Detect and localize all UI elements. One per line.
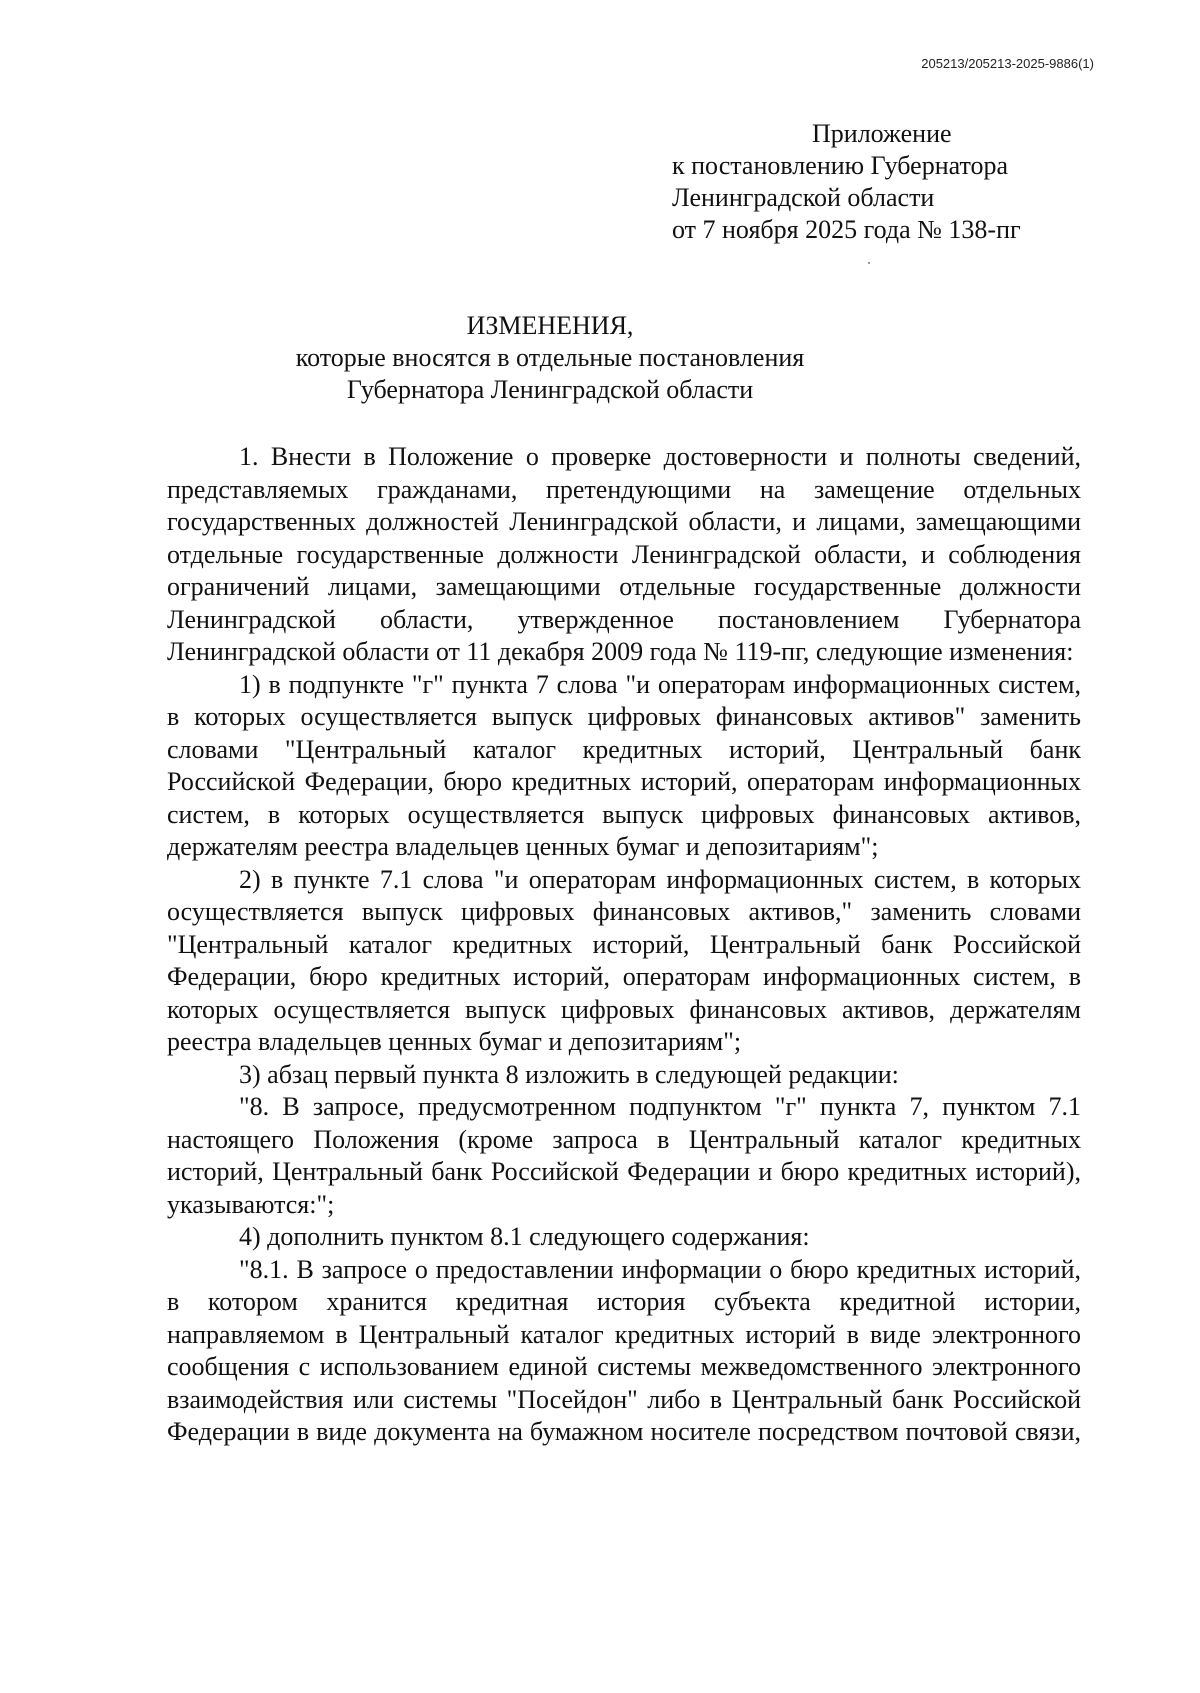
annex-block xyxy=(672,118,1021,246)
document-id: 205213/205213-2025-9886(1) xyxy=(921,56,1094,71)
document-body xyxy=(167,441,1081,1449)
paragraph-quote-8-1: "8.1. В запросе о предоставлении информации о бюро кредитных историй, в котором хранится кредитная история субъекта кредитной истории, направляемом в Центральный каталог кредитных историй в виде электронного сообщения с использованием единой системы межведомственного электронного взаимодействия или системы "Посейдон" либо в Центральный банк Российской Федерации в виде документа на бумажном носителе посредством почтовой связи, xyxy=(167,1254,1081,1446)
title-block xyxy=(140,310,960,406)
annex-line-1: Приложение xyxy=(812,119,952,148)
scan-speck xyxy=(868,262,870,264)
annex-line-4: от 7 ноября 2025 года № 138-пг xyxy=(672,215,1021,244)
paragraph-item-2: 2) в пункте 7.1 слова "и операторам информационных систем, в которых осуществляется выпуск цифровых финансовых активов," заменить словами "Центральный каталог кредитных историй, Центральный банк Российской Федерации, бюро кредитных историй, операторам информационных систем, в которых осуществляется выпуск цифровых финансовых активов, держателям реестра владельцев ценных бумаг и депозитариям"; xyxy=(167,864,1081,1056)
annex-line-3: Ленинградской области xyxy=(672,183,935,212)
title-line-2: которые вносятся в отдельные постановления xyxy=(295,343,805,372)
paragraph-quote-8: "8. В запросе, предусмотренном подпунктом "г" пункта 7, пунктом 7.1 настоящего Положения (кроме запроса в Центральный каталог кредитных историй, Центральный банк Российской Федерации и бюро кредитных историй), указываются:"; xyxy=(167,1092,1081,1219)
annex-line-2: к постановлению Губернатора xyxy=(672,151,1009,180)
paragraph-item-4: 4) дополнить пунктом 8.1 следующего содержания: xyxy=(239,1222,810,1251)
title-line-3: Губернатора Ленинградской области xyxy=(346,375,754,404)
paragraph-item-3: 3) абзац первый пункта 8 изложить в следующей редакции: xyxy=(239,1059,899,1089)
paragraph-item-1: 1) в подпункте "г" пункта 7 слова "и операторам информационных систем, в которых осуществляется выпуск цифровых финансовых активов" заменить словами "Центральный каталог кредитных историй, Центральный банк Российской Федерации, бюро кредитных историй, операторам информационных систем, в которых осуществляется выпуск цифровых финансовых активов, держателям реестра владельцев ценных бумаг и депозитариям"; xyxy=(167,669,1081,861)
document-heading: ИЗМЕНЕНИЯ, xyxy=(466,311,634,340)
paragraph-1: 1. Внести в Положение о проверке достоверности и полноты сведений, представляемых гражданами, претендующими на замещение отдельных государственных должностей Ленинградской области, и лицами, замещающими отдельные государственные должности Ленинградской области, и соблюдения ограничений лицами, замещающими отдельные государственные должности Ленинградской области, утвержденное постановлением Губернатора Ленинградской области от 11 декабря 2009 года № 119-пг, следующие изменения: xyxy=(167,442,1081,666)
